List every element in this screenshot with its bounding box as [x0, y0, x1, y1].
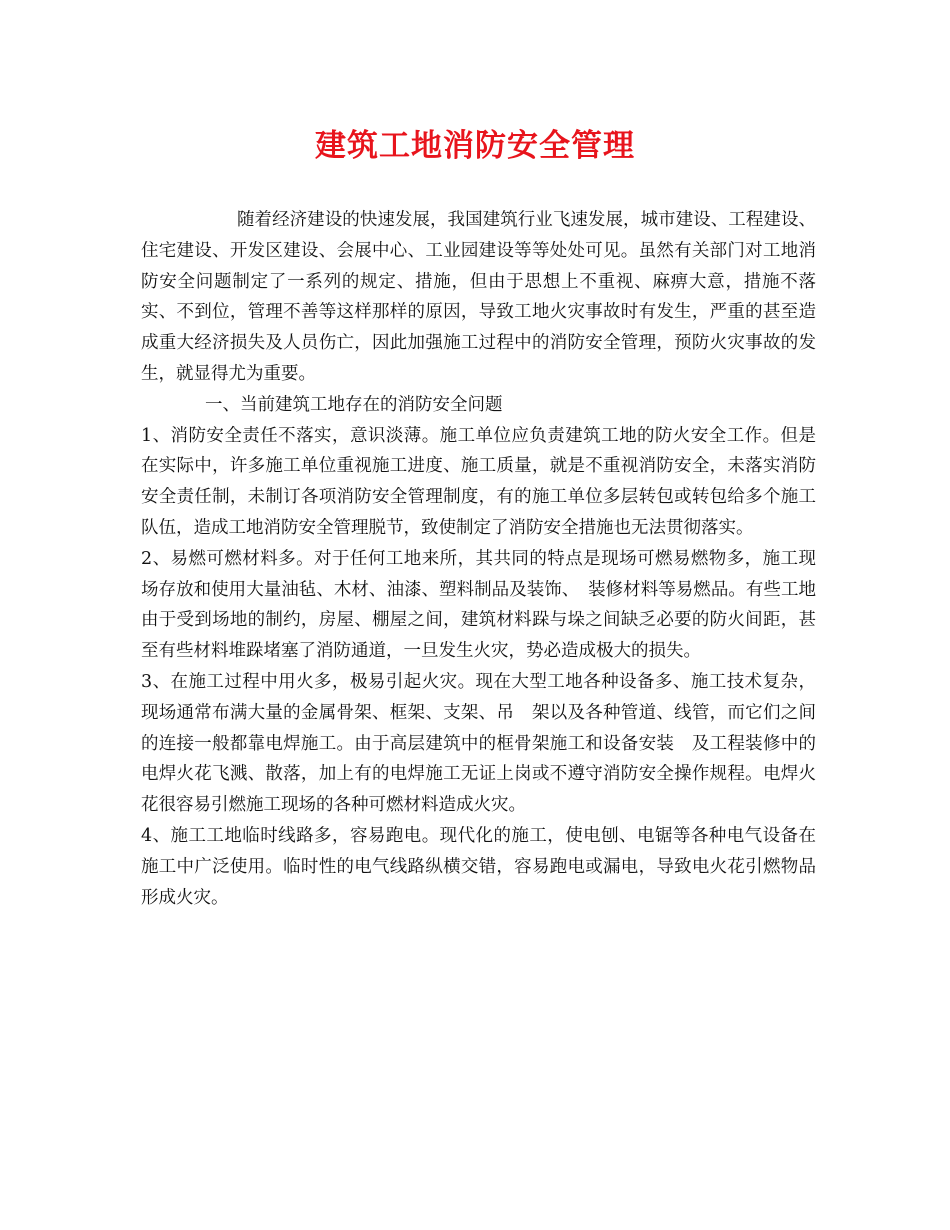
intro-paragraph: 随着经济建设的快速发展，我国建筑行业飞速发展，城市建设、工程建设、住宅建设、开发区建设、会展中心、工业园建设等等处处可见。虽然有关部门对工地消防安全问题制定了一系列的规定、措施，但由于思想上不重视、麻痹大意，措施不落实、不到位，管理不善等这样那样的原因，导致工地火灾事故时有发生，严重的甚至造成重大经济损失及人员伤亡，因此加强施工过程中的消防安全管理，预防火灾事故的发生，就显得尤为重要。 [141, 210, 816, 384]
section-heading: 一、当前建筑工地存在的消防安全问题 [205, 394, 503, 415]
item-paragraph-1: 1、消防安全责任不落实，意识淡薄。施工单位应负责建筑工地的防火安全工作。但是在实际中，许多施工单位重视施工进度、施工质量，就是不重视消防安全，未落实消防安全责任制，未制订各项消防安全管理制度，有的施工单位多层转包或转包给多个施工队伍，造成工地消防安全管理脱节，致使制定了消防安全措施也无法贯彻落实。 [141, 425, 816, 538]
item-paragraph-3: 3、在施工过程中用火多，极易引起火灾。现在大型工地各种设备多、施工技术复杂，现场通常布满大量的金属骨架、框架、支架、吊 架以及各种管道、线管，而它们之间的连接一般都靠电焊施工。由于高层建筑中的框骨架施工和设备安装 及工程装修中的电焊火花飞溅、散落，加上有的电焊施工无证上岗或不遵守消防安全操作规程。电焊火花很容易引燃施工现场的各种可燃材料造成火灾。 [141, 671, 816, 816]
item-paragraph-2: 2、易燃可燃材料多。对于任何工地来所，其共同的特点是现场可燃易燃物多，施工现场存放和使用大量油毡、木材、油漆、塑料制品及装饰、 装修材料等易燃品。有些工地由于受到场地的制约，房屋、棚屋之间，建筑材料跺与垛之间缺乏必要的防火间距，甚至有些材料堆跺堵塞了消防通道，一旦发生火灾，势必造成极大的损失。 [141, 548, 816, 662]
document-title: 建筑工地消防安全管理 [315, 128, 635, 164]
document-body [141, 205, 816, 913]
item-paragraph-4: 4、施工工地临时线路多，容易跑电。现代化的施工，使电刨、电锯等各种电气设备在施工中广泛使用。临时性的电气线路纵横交错，容易跑电或漏电，导致电火花引燃物品形成火灾。 [141, 825, 816, 908]
